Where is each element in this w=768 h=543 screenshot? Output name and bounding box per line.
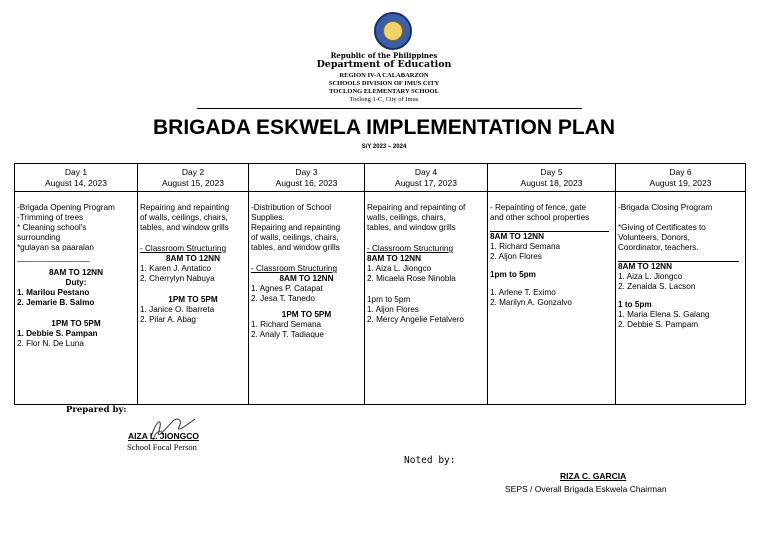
day-4-activities: Repairing and repainting of walls, ceilings, chairs, tables, and window grills - Classroom Structuring 8AM TO 12NN 1. Aiza L. Jiongco 2. Micaela Rose Ninobla 1pm to 5pm 1. Aljon Flores 2. Mercy Angelie Fetalvero xyxy=(365,192,488,405)
noter-role: SEPS / Overall Brigada Eskwela Chairman xyxy=(505,484,667,494)
day-6-activities: -Brigada Closing Program *Giving of Certificates to Volunteers, Donors, Coordinator, teachers. 8AM TO 12NN 1. Aiza L. Jiongco 2. Zenaida S. Lacson 1 to 5pm 1. Maria Elena S. Galang 2. Debbie S. Pampam xyxy=(616,192,746,405)
day-header: Day 3 August 16, 2023 xyxy=(249,164,365,192)
day-header: Day 1 August 14, 2023 xyxy=(15,164,138,192)
table-header-row xyxy=(15,164,746,192)
header-region: REGION IV-A CALABARZON xyxy=(339,72,429,79)
day-header: Day 4 August 17, 2023 xyxy=(365,164,488,192)
deped-seal-icon xyxy=(374,12,412,50)
preparer-role: School Focal Person xyxy=(127,442,197,452)
header-republic: Republic of the Philippines xyxy=(330,51,438,60)
preparer-name: AIZA L. JIONGCO xyxy=(128,431,199,441)
header-division: SCHOOLS DIVISION OF IMUS CITY xyxy=(328,80,440,87)
day-3-activities: -Distribution of School Supplies. Repairing and repainting of walls, ceilings, chairs, tables, and window grills - Classroom Structuring 8AM TO 12NN 1. Agnes P. Catapat 2. Jesa T. Tanedo 1PM TO 5PM 1. Richard Semana 2. Analy T. Tadiaque xyxy=(249,192,365,405)
noter-name: RIZA C. GARCIA xyxy=(560,471,627,481)
school-year: S/Y 2023 – 2024 xyxy=(361,144,407,150)
noted-by-label: Noted by: xyxy=(404,455,456,466)
implementation-plan-table xyxy=(14,163,746,405)
day-header: Day 5 August 18, 2023 xyxy=(488,164,616,192)
header-divider xyxy=(197,108,582,109)
header-department: Department of Education xyxy=(316,59,452,70)
header-location: Toclong 1-C, City of Imus xyxy=(349,96,419,103)
document-title: BRIGADA ESKWELA IMPLEMENTATION PLAN xyxy=(153,116,615,139)
day-2-activities: Repairing and repainting of walls, ceilings, chairs, tables, and window grills - Classroom Structuring 8AM TO 12NN 1. Karen J. Antatico 2. Cherrylyn Nabuya 1PM TO 5PM 1. Janice O. Ibarreta 2. Pilar A. Abag xyxy=(138,192,249,405)
table-row xyxy=(15,192,746,405)
header-school: TOCLONG ELEMENTARY SCHOOL xyxy=(329,88,439,95)
day-header: Day 2 August 15, 2023 xyxy=(138,164,249,192)
prepared-by-label: Prepared by: xyxy=(66,405,127,415)
day-5-activities: - Repainting of fence, gate and other school properties 8AM TO 12NN 1. Richard Semana 2. Aljon Flores 1pm to 5pm 1. Arlene T. Eximo 2. Marilyn A. Gonzalvo xyxy=(488,192,616,405)
day-1-activities: -Brigada Opening Program -Trimming of trees * Cleaning school's surrounding *gulayan sa paaralan ________________ 8AM TO 12NN Duty: 1. Marilou Pestano 2. Jemarie B. Salmo 1PM TO 5PM 1. Debbie S. Pampan 2. Flor N. De Luna xyxy=(15,192,138,405)
day-header: Day 6 August 19, 2023 xyxy=(616,164,746,192)
